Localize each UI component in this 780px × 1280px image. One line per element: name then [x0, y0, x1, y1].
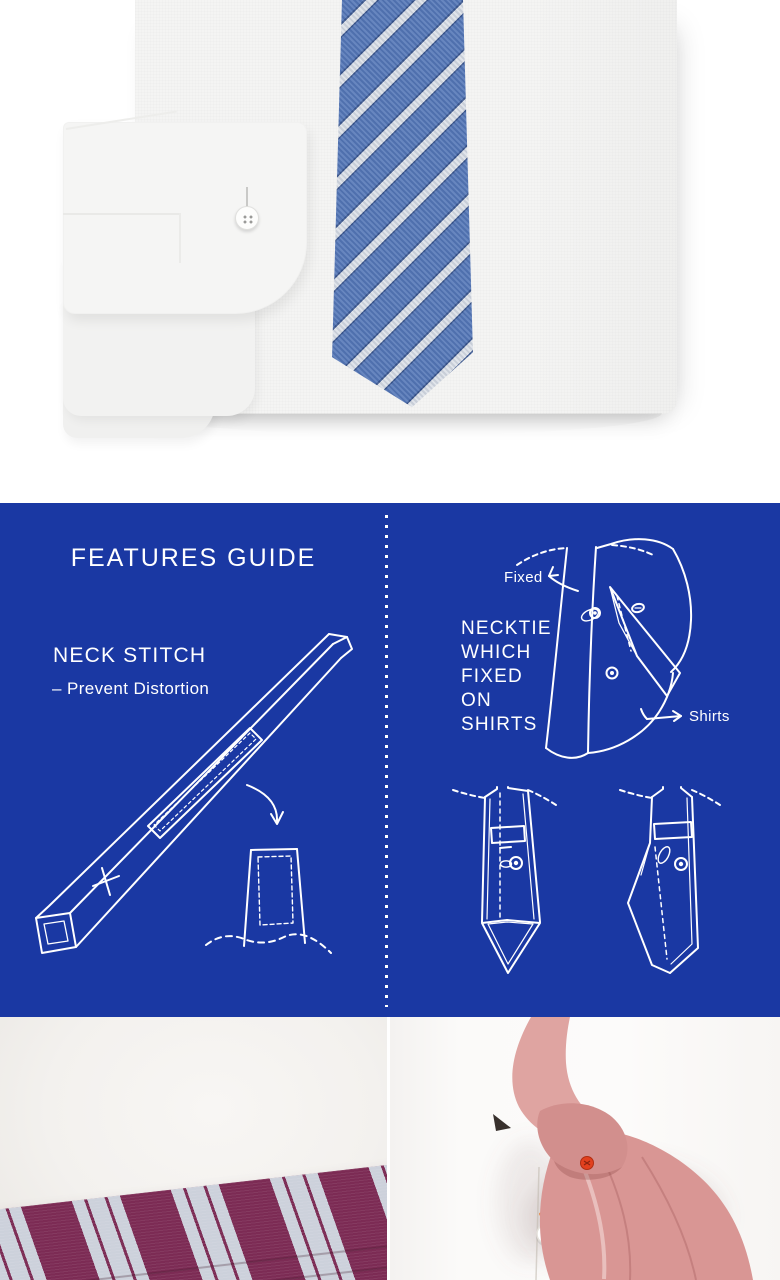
- detail-photos: [0, 1017, 780, 1280]
- shirts-arrow: [641, 709, 647, 719]
- fixed-on-shirts-heading: [461, 617, 552, 737]
- features-guide-title: FEATURES GUIDE: [70, 544, 317, 572]
- clip-gap: [493, 1114, 511, 1131]
- cuff-button: [235, 206, 259, 230]
- blue-striped-necktie: [330, 0, 476, 410]
- features-line-art: [0, 503, 780, 1017]
- pink-tie-on-shirt: [390, 1017, 780, 1280]
- neck-stitch-subheading: – Prevent Distortion: [52, 679, 210, 698]
- neck-stitch-heading: NECK STITCH: [53, 644, 207, 667]
- heading-line: FIXED: [461, 666, 523, 687]
- shirts-label: Shirts: [689, 708, 730, 725]
- photo-maroon-striped-tie: [0, 1017, 387, 1280]
- hero-photo-shirt-and-tie: [0, 0, 780, 503]
- heading-line: SHIRTS: [461, 714, 538, 735]
- maroon-striped-tie: [0, 1160, 387, 1280]
- photo-tie-fixed-on-shirt: [390, 1017, 780, 1280]
- features-guide-panel: [0, 503, 780, 1017]
- heading-line: ON: [461, 690, 492, 711]
- cuff-button-thread: [246, 187, 248, 207]
- cuff-fold-line: [63, 213, 181, 215]
- tie-back-folded-diagram: [620, 787, 720, 973]
- heading-line: NECKTIE: [461, 618, 552, 639]
- shirt-shadow: [150, 413, 662, 435]
- tie-fold-line: [0, 1261, 387, 1280]
- cuff-fold-line: [179, 213, 181, 263]
- dotted-divider: [385, 515, 388, 1007]
- heading-line: WHICH: [461, 642, 532, 663]
- tie-front-diagram: [453, 787, 556, 973]
- fixed-label: Fixed: [504, 569, 543, 586]
- shirt-cuff: [63, 122, 307, 314]
